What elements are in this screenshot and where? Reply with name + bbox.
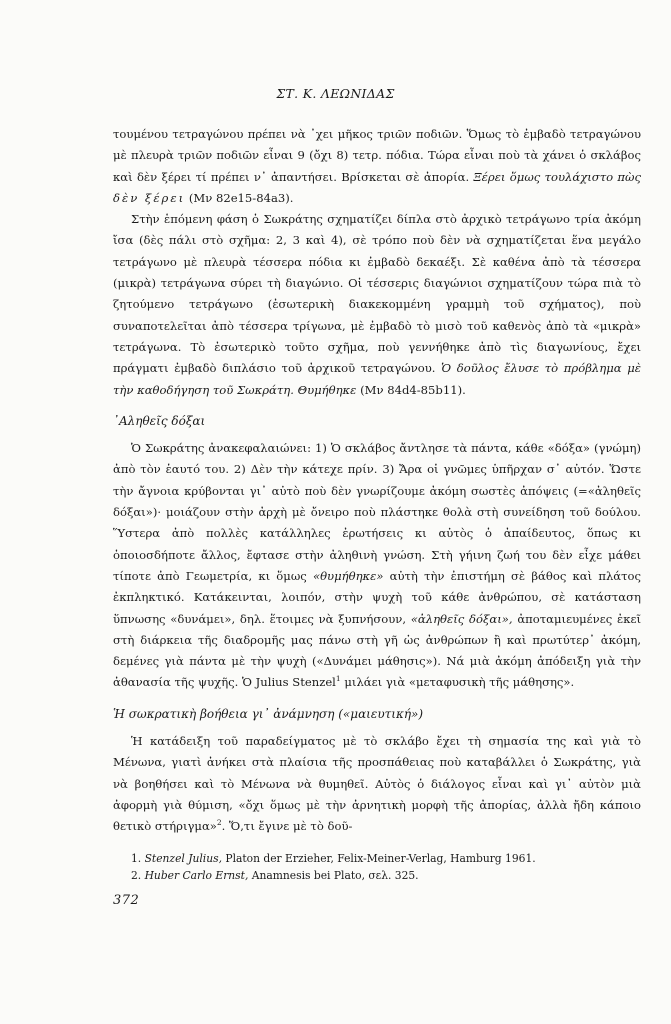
footnote-1: 1. Stenzel Julius, Platon der Erzieher, Felix-Meiner-Verlag, Hamburg 1961. [131, 852, 536, 865]
section-heading-maieutiki: Ἡ σωκρατικὴ βοήθεια γι᾿ ἀνάμνηση («μαιευτική») [113, 706, 424, 721]
paragraph-4: Ἡ κατάδειξη τοῦ παραδείγματος μὲ τὸ σκλάβο ἔχει τὴ σημασία της καὶ γιὰ τὸ Μένωνα, γιατὶ ἀνήκει στὰ πλαίσια τῆς προσπάθειας ποὺ καταβάλλει ὁ Σωκράτης, γιὰ νὰ βοηθήσει καὶ τὸ Μένωνα νὰ θυμηθεῖ. Αὐτὸς ὁ διάλογος εἶναι καὶ γι᾿ αὐτὸν μιὰ ἀφορμὴ γιὰ θύμιση, «ὄχι ὅμως μὲ τὴν ἀρνητικὴ μορφὴ τῆς ἀπορίας, ἀλλὰ ἤδη κάποιο θετικὸ στήριγμα»$^2$. Ὅ,τι ἔγινε μὲ τὸ δοῦ- [113, 734, 641, 834]
footnote-2: 2. Huber Carlo Ernst, Anamnesis bei Plato, σελ. 325. [131, 869, 419, 882]
footnote-ref-1[interactable]: 1 [335, 674, 341, 684]
paragraph-2: Στὴν ἑπόμενη φάση ὁ Σωκράτης σχηματίζει δίπλα στὸ ἀρχικὸ τετράγωνο τρία ἀκόμη ἴσα (δὲς πάλι στὸ σχῆμα: 2, 3 καὶ 4), σὲ τρόπο ποὺ δὲν νὰ σχηματίζεται ἕνα μεγάλο τετράγωνο μὲ πλευρὰ τέσσερα πόδια κι ἐμβαδὸ δεκαέξι. Σὲ καθένα ἀπὸ τὰ τέσσερα (μικρὰ) τετράγωνα σύρει τὴ διαγώνιο. Οἱ τέσσερις διαγώνιοι σχηματίζουν τώρα πιὰ τὸ ζητούμενο τετράγωνο (ἐσωτερικὴ διακεκομμένη γραμμὴ τοῦ σχήματος), ποὺ συναποτελεῖται ἀπὸ τέσσερα τρίγωνα, μὲ ἐμβαδὸ τὸ μισὸ τοῦ καθενὸς ἀπὸ τὰ «μικρὰ» τετράγωνα. Τὸ ἐσωτερικὸ τοῦτο σχῆμα, ποὺ γεννήθηκε ἀπὸ τὶς διαγωνίους, ἔχει πράγματι ἐμβαδὸ διπλάσιο τοῦ ἀρχικοῦ τετραγώνου. Ὁ δοῦλος ἔλυσε τὸ πρόβλημα μὲ τὴν καθοδήγηση τοῦ Σωκράτη. Θυμήθηκε (Μν 84d4-85b11). [113, 212, 642, 397]
main-text [113, 124, 641, 838]
page-number: 372 [113, 893, 140, 908]
paragraph-3: Ὁ Σωκράτης ἀνακεφαλαιώνει: 1) Ὁ σκλάβος ἄντλησε τὰ πάντα, κάθε «δόξα» (γνώμη) ἀπὸ τὸν ἑαυτό του. 2) Δὲν τὴν κάτεχε πρίν. 3) Ἄρα οἱ γνῶμες ὑπῆρχαν σ᾿ αὐτόν. Ὥστε τὴν ἄγνοια κρύβονται γι᾿ αὐτὸ ποὺ δὲν γνωρίζουμε ἀκόμη σωστὲς ἀπόψεις (=«ἀληθεῖς δόξαι»)· μοιάζουν στὴν ἀρχὴ μὲ ὄνειρο ποὺ πλάστηκε θολὰ στὴ συνείδηση τοῦ δούλου. Ὕστερα ἀπὸ πολλὲς κατάλληλες ἐρωτήσεις κι αὐτὸς ὁ ἀπαίδευτος, ὅπως κι ὁποιοσδήποτε ἄλλος, ἔφτασε στὴν ἀληθινὴ γνώση. Στὴ γήινη ζωή του δὲν εἶχε μάθει τίποτε ἀπὸ Γεωμετρία, κι ὅμως «θυμήθηκε» αὐτὴ τὴν ἐπιστήμη σὲ βάθος καὶ πλάτος ἐκπληκτικό. Κατάκεινται, λοιπόν, στὴν ψυχὴ τοῦ κάθε ἀνθρώπου, σὲ κατάσταση ὕπνωσης «δυνάμει», δηλ. ἕτοιμες νὰ ξυπνήσουν, «ἀληθεῖς δόξαι», ἀποταμιευμένες ἐκεῖ στὴ διάρκεια τῆς διαδρομῆς μας πάνω στὴ γῆ ὡς ἀνθρώπων ἢ καὶ πρωτύτερ᾿ ἀκόμη, δεμένες γιὰ πάντα μὲ τὴν ψυχὴ («Δυνάμει μάθησις»). Νά μιὰ ἀκόμη ἀπόδειξη γιὰ τὴν ἀθανασία τῆς ψυχῆς. Ὁ Julius Stenzel$^1$ μιλάει γιὰ «μεταφυσικὴ τῆς μάθησης». [113, 441, 642, 690]
running-header: ΣΤ. Κ. ΛΕΩΝΙΔΑΣ [276, 86, 395, 101]
footnote-ref-2[interactable]: 2 [216, 818, 222, 828]
paragraph-1: τουμένου τετραγώνου πρέπει νὰ ᾿χει μῆκος τριῶν ποδιῶν. Ὅμως τὸ ἐμβαδὸ τετραγώνου μὲ πλευρὰ τριῶν ποδιῶν εἶναι 9 (ὄχι 8) τετρ. πόδια. Τώρα εἶναι ποὺ τὰ χάνει ὁ σκλάβος καὶ δὲν ξέρει τί πρέπει ν᾿ ἀπαντήσει. Βρίσκεται σὲ ἀπορία. Ξέρει ὅμως τουλάχιστο πὼς δὲν ξέρει (Μν 82e15-84a3). [113, 127, 642, 205]
footnotes [113, 850, 641, 884]
section-heading-alitheis-doxai: ᾿Αληθεῖς δόξαι [113, 413, 206, 428]
